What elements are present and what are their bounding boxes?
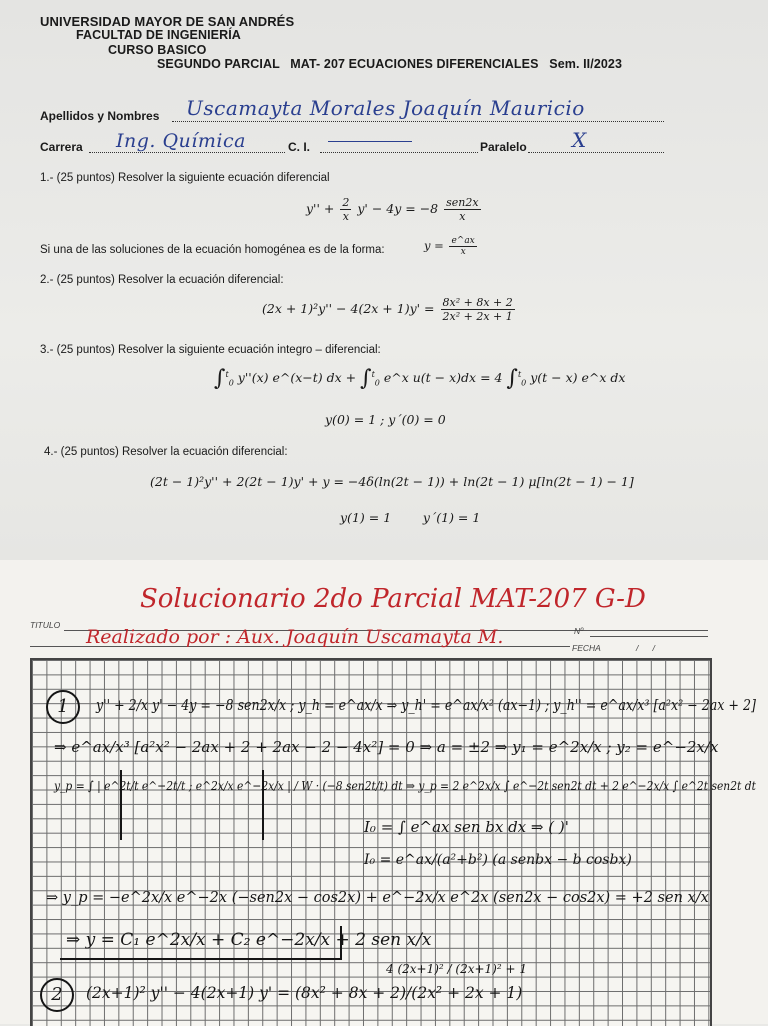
wronskian-bars <box>120 770 264 840</box>
q3-term-c: y(t − x) e^x dx <box>530 370 626 385</box>
fecha-label: FECHA <box>572 643 601 653</box>
fecha-value: / / <box>636 643 655 653</box>
solution-line-5: I₀ = e^ax/(a²+b²) (a senbx − b cosbx) <box>364 852 632 868</box>
question-1-note-eq <box>424 236 479 257</box>
solution-line-7: ⇒ y = C₁ e^2x/x + C₂ e^−2x/x + 2 sen x/x <box>66 930 432 950</box>
q1-eq-mid: y' − 4y = −8 <box>357 201 439 216</box>
solution-line-6: ⇒ y_p = −e^2x/x e^−2x (−sen2x − cos2x) + e^−2x/x e^2x (sen2x − cos2x) = +2 sen x/x <box>46 890 709 906</box>
question-2-equation <box>262 296 517 323</box>
question-2-statement: 2.- (25 puntos) Resolver la ecuación diferencial: <box>40 274 284 286</box>
q2-frac-num: 8x² + 8x + 2 <box>442 296 513 309</box>
paralelo-handwritten: X <box>572 128 587 152</box>
lim-upper-1: t <box>225 369 229 379</box>
q1-note-den: x <box>460 247 466 257</box>
course-name: CURSO BASICO <box>108 43 207 57</box>
number-label: Nº <box>574 626 584 636</box>
lim-upper-3: t <box>517 369 522 379</box>
author-handwritten: Realizado por : Aux. Joaquín Uscamayta M. <box>86 626 504 648</box>
q1-frac-num: 2 <box>342 196 350 209</box>
question-4-equation: (2t − 1)²y'' + 2(2t − 1)y' + y = −4δ(ln(2t − 1)) + ln(2t − 1) μ[ln(2t − 1) − 1] <box>150 474 634 489</box>
q1-frac-den: x <box>342 210 349 223</box>
career-line <box>89 152 285 153</box>
solution-line-3: y_p = ∫ | e^2t/t e^−2t/t ; e^2x/x e^−2x/x | / W · (−8 sen2t/t) dt ⇒ y_p = 2 e^2x/x ∫ e^−2t sen2t dt + 2 e^−2x/x ∫ e^2t sen2t dt <box>54 778 756 793</box>
ci-label: C. I. <box>288 140 311 154</box>
question-3-conditions: y(0) = 1 ; y´(0) = 0 <box>325 412 446 427</box>
question-1-note: Si una de las soluciones de la ecuación homogénea es de la forma: <box>40 244 385 256</box>
solution-side-note: 4 (2x+1)² / (2x+1)² + 1 <box>386 962 527 976</box>
ci-handwritten-stroke <box>328 141 412 142</box>
exam-title: SEGUNDO PARCIAL MAT- 207 ECUACIONES DIFERENCIALES Sem. II/2023 <box>157 57 623 71</box>
integral-sign-1: ∫ <box>214 366 226 391</box>
q3-term-a: y''(x) e^(x−t) dx + <box>237 370 361 385</box>
career-handwritten: Ing. Química <box>116 130 246 152</box>
q1-note-y: y = <box>424 238 448 253</box>
ci-line <box>320 152 478 153</box>
integral-sign-3: ∫ <box>506 366 518 391</box>
names-line <box>172 121 664 122</box>
q1-eq-left: y'' + <box>306 201 339 216</box>
integral-sign-2: ∫ <box>360 366 372 391</box>
paralelo-line <box>528 152 664 153</box>
names-handwritten: Uscamayta Morales Joaquín Mauricio <box>186 96 585 120</box>
q2-frac <box>441 296 515 323</box>
question-4-statement: 4.- (25 puntos) Resolver la ecuación diferencial: <box>44 446 288 458</box>
question-3-statement: 3.- (25 puntos) Resolver la siguiente ecuación integro – diferencial: <box>40 344 381 356</box>
q1-note-frac <box>449 236 476 257</box>
solution-line-2: ⇒ e^ax/x³ [a²x² − 2ax + 2 + 2ax − 2 − 4x²] = 0 ⇒ a = ±2 ⇒ y₁ = e^2x/x ; y₂ = e^−2x/x <box>54 738 719 756</box>
problem-2-circled-number: 2 <box>40 978 74 1012</box>
question-1-equation <box>306 196 483 223</box>
problem-1-circled-number: 1 <box>46 690 80 724</box>
q1-note-num: e^ax <box>451 236 475 246</box>
names-label: Apellidos y Nombres <box>40 109 160 123</box>
question-4-conditions: y(1) = 1 y´(1) = 1 <box>340 510 481 525</box>
q3-term-b: e^x u(t − x)dx = 4 <box>383 370 503 385</box>
career-label: Carrera <box>40 140 83 154</box>
solution-line-1: y'' + 2/x y' − 4y = −8 sen2x/x ; y_h = e^ax/x ⇒ y_h' = e^ax/x² (ax−1) ; y_h'' = e^ax/x³ [a²x² − 2ax + 2] <box>96 698 756 714</box>
question-3-equation <box>214 366 625 391</box>
paralelo-label: Paralelo <box>480 140 527 154</box>
faculty-name: FACULTAD DE INGENIERÍA <box>76 28 241 42</box>
question-1-statement: 1.- (25 puntos) Resolver la siguiente ecuación diferencial <box>40 172 330 184</box>
lim-lower-1: 0 <box>228 378 234 388</box>
q2-frac-den: 2x² + 2x + 1 <box>442 310 513 323</box>
solution-line-4: I₀ = ∫ e^ax sen bx dx ⇒ ( )' <box>364 818 569 836</box>
solution-title: Solucionario 2do Parcial MAT-207 G-D <box>140 584 646 614</box>
university-name: UNIVERSIDAD MAYOR DE SAN ANDRÉS <box>40 14 295 29</box>
final-answer-box <box>60 926 342 960</box>
lim-upper-2: t <box>371 369 375 379</box>
lim-lower-3: 0 <box>521 378 527 388</box>
q1-rhs-frac <box>444 196 480 223</box>
q1-rhs-den: x <box>459 210 466 223</box>
lim-lower-2: 0 <box>374 378 380 388</box>
titulo-label: TITULO <box>30 620 61 630</box>
q2-eq-left: (2x + 1)²y'' − 4(2x + 1)y' = <box>262 301 439 316</box>
solution-line-8: (2x+1)² y'' − 4(2x+1) y' = (8x² + 8x + 2)/(2x² + 2x + 1) <box>86 984 523 1002</box>
q1-rhs-num: sen2x <box>446 196 479 209</box>
q1-frac <box>340 196 351 223</box>
number-line <box>590 636 708 637</box>
